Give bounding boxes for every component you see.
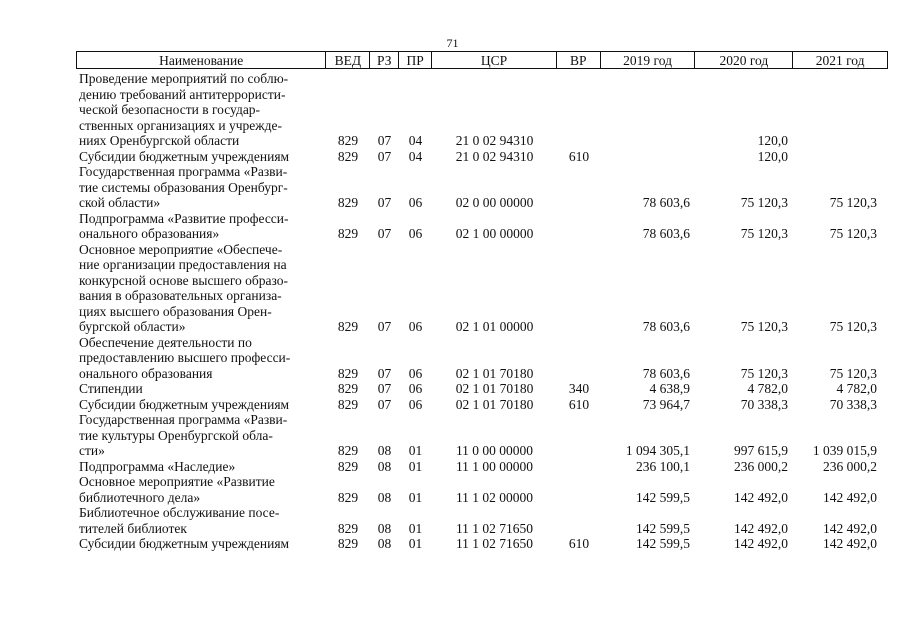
row-pr: 04 xyxy=(408,133,423,148)
row-value-2019: 78 603,6 xyxy=(642,195,690,210)
row-csr: 21 0 02 94310 xyxy=(455,148,534,164)
row-ved: 829 xyxy=(337,365,359,381)
row-value-2021: 236 000,2 xyxy=(823,458,877,474)
row-name-line: Субсидии бюджетным учреждениям xyxy=(79,396,290,412)
header-csr: ЦСР xyxy=(432,52,557,68)
row-name-line: Стипендии xyxy=(79,381,143,396)
row-vr: 340 xyxy=(568,381,590,396)
row-name-line: Основное мероприятие «Развитие xyxy=(79,474,275,489)
row-name-line: ческой безопасности в государ- xyxy=(79,102,261,117)
row-value-2021: 70 338,3 xyxy=(829,396,877,412)
row-value-2020: 75 120,3 xyxy=(740,319,788,334)
row-value-2019: 78 603,6 xyxy=(642,226,690,241)
row-value-2021: 75 120,3 xyxy=(829,226,877,241)
row-value-2020: 236 000,2 xyxy=(734,458,788,474)
row-value-2019: 73 964,7 xyxy=(642,396,690,412)
row-name xyxy=(76,242,326,335)
row-name-line: Подпрограмма «Развитие професси- xyxy=(79,210,289,226)
row-csr: 11 1 02 71650 xyxy=(455,520,534,536)
row-name-line: тие системы образования Оренбург- xyxy=(79,179,288,195)
row-name-line: конкурсной основе высшего образо- xyxy=(79,272,289,288)
row-csr: 11 1 02 00000 xyxy=(455,489,534,505)
row-vr: 610 xyxy=(568,148,590,164)
table-body xyxy=(76,71,888,552)
row-name xyxy=(76,474,326,505)
row-name xyxy=(76,536,326,552)
row-pr: 01 xyxy=(408,520,423,536)
row-value-2020: 120,0 xyxy=(757,133,788,148)
row-value-2019: 1 094 305,1 xyxy=(625,443,690,458)
row-name-line: Подпрограмма «Наследие» xyxy=(79,458,236,474)
row-name-line: предоставлению высшего професси- xyxy=(79,350,291,365)
row-value-2021: 142 492,0 xyxy=(823,536,877,551)
row-value-2021: 142 492,0 xyxy=(823,520,877,536)
row-value-2019: 142 599,5 xyxy=(636,489,690,505)
table-row xyxy=(76,164,888,211)
table-row xyxy=(76,397,888,413)
row-value-2020: 70 338,3 xyxy=(740,396,788,412)
table-row xyxy=(76,412,888,459)
row-value-2020: 4 782,0 xyxy=(747,381,788,396)
row-csr: 21 0 02 94310 xyxy=(455,133,534,148)
row-rz: 07 xyxy=(377,195,392,210)
row-pr: 04 xyxy=(408,148,423,164)
row-value-2020: 142 492,0 xyxy=(734,536,788,551)
row-value-2020: 120,0 xyxy=(757,148,788,164)
row-pr: 06 xyxy=(408,226,423,241)
row-ved: 829 xyxy=(337,319,359,334)
row-ved: 829 xyxy=(337,536,359,551)
row-name-line: дению требований антитеррористи- xyxy=(79,86,286,102)
table-row xyxy=(76,381,888,397)
row-name-line: тие культуры Оренбургской обла- xyxy=(79,427,273,443)
row-rz: 07 xyxy=(377,148,392,164)
row-rz: 07 xyxy=(377,133,392,148)
table-row xyxy=(76,71,888,149)
row-pr: 01 xyxy=(408,536,423,551)
table-row xyxy=(76,474,888,505)
header-2020: 2020 год xyxy=(695,52,793,68)
row-vr: 610 xyxy=(568,396,590,412)
row-value-2020: 142 492,0 xyxy=(734,520,788,536)
row-pr: 01 xyxy=(408,443,423,458)
row-value-2020: 75 120,3 xyxy=(740,365,788,381)
row-name xyxy=(76,71,326,149)
row-value-2020: 75 120,3 xyxy=(740,226,788,241)
row-name-line: ниях Оренбургской области xyxy=(79,133,240,148)
row-name xyxy=(76,381,326,397)
row-name-line: циях высшего образования Орен- xyxy=(79,303,272,319)
row-pr: 06 xyxy=(408,381,423,396)
row-ved: 829 xyxy=(337,520,359,536)
row-value-2020: 997 615,9 xyxy=(734,443,788,458)
row-name-line: ние организации предоставления на xyxy=(79,257,287,272)
row-name-line: ской области» xyxy=(79,195,161,210)
header-rz: РЗ xyxy=(370,52,399,68)
row-ved: 829 xyxy=(337,458,359,474)
header-2021: 2021 год xyxy=(815,53,865,68)
row-rz: 08 xyxy=(377,520,392,536)
row-pr: 01 xyxy=(408,458,423,474)
row-name-line: ственных организациях и учрежде- xyxy=(79,117,282,133)
row-value-2021: 1 039 015,9 xyxy=(812,443,877,458)
row-name-line: Субсидии бюджетным учреждениям xyxy=(79,148,290,164)
row-csr: 11 1 00 00000 xyxy=(455,458,534,474)
row-name-line: Проведение мероприятий по соблю- xyxy=(79,71,289,86)
row-name xyxy=(76,397,326,413)
header-2019: 2019 год xyxy=(601,52,696,68)
row-name xyxy=(76,211,326,242)
row-ved: 829 xyxy=(337,381,359,396)
row-name xyxy=(76,149,326,165)
row-value-2021: 75 120,3 xyxy=(829,365,877,381)
table-row xyxy=(76,505,888,536)
row-name-line: вания в образовательных организа- xyxy=(79,288,282,303)
row-name-line: тителей библиотек xyxy=(79,520,187,536)
row-csr: 02 1 01 70180 xyxy=(455,381,534,396)
row-rz: 07 xyxy=(377,319,392,334)
row-rz: 08 xyxy=(377,536,392,551)
row-value-2019: 142 599,5 xyxy=(636,536,690,551)
row-csr: 02 1 01 00000 xyxy=(455,319,534,334)
row-ved: 829 xyxy=(337,226,359,241)
row-rz: 07 xyxy=(377,226,392,241)
table-row xyxy=(76,149,888,165)
row-pr: 06 xyxy=(408,319,423,334)
row-name-line: онального образования» xyxy=(79,226,220,241)
row-value-2019: 78 603,6 xyxy=(642,319,690,334)
row-name-line: онального образования xyxy=(79,365,213,381)
row-csr: 02 0 00 00000 xyxy=(455,195,534,210)
row-value-2019: 142 599,5 xyxy=(636,520,690,536)
row-csr: 02 1 01 70180 xyxy=(455,396,534,412)
row-rz: 08 xyxy=(377,458,392,474)
row-pr: 06 xyxy=(408,195,423,210)
row-csr: 11 0 00 00000 xyxy=(455,443,534,458)
row-name xyxy=(76,164,326,211)
row-value-2019: 4 638,9 xyxy=(649,381,690,396)
row-value-2019: 236 100,1 xyxy=(636,458,690,474)
row-vr: 610 xyxy=(568,536,590,551)
table-row xyxy=(76,335,888,382)
row-csr: 02 1 00 00000 xyxy=(455,226,534,241)
row-rz: 08 xyxy=(377,443,392,458)
row-pr: 06 xyxy=(408,396,423,412)
row-pr: 01 xyxy=(408,489,423,505)
row-name-line: Основное мероприятие «Обеспече- xyxy=(79,241,283,257)
row-ved: 829 xyxy=(337,396,359,412)
row-name xyxy=(76,459,326,475)
row-value-2019: 78 603,6 xyxy=(642,365,690,381)
row-ved: 829 xyxy=(337,133,359,148)
table-row xyxy=(76,536,888,552)
header-vr: ВР xyxy=(557,52,601,68)
row-name-line: библиотечного дела» xyxy=(79,489,201,505)
row-csr: 11 1 02 71650 xyxy=(455,536,534,551)
row-name-line: бургской области» xyxy=(79,319,186,334)
row-name-line: Обеспечение деятельности по xyxy=(79,334,252,350)
row-ved: 829 xyxy=(337,148,359,164)
row-ved: 829 xyxy=(337,443,359,458)
table-header xyxy=(76,51,888,69)
page-number: 71 xyxy=(446,36,459,50)
row-value-2021: 75 120,3 xyxy=(829,195,877,210)
row-value-2021: 4 782,0 xyxy=(836,381,877,396)
row-name-line: Субсидии бюджетным учреждениям xyxy=(79,536,290,551)
row-ved: 829 xyxy=(337,489,359,505)
row-name xyxy=(76,505,326,536)
row-name xyxy=(76,412,326,459)
row-value-2020: 142 492,0 xyxy=(734,489,788,505)
row-rz: 08 xyxy=(377,489,392,505)
row-csr: 02 1 01 70180 xyxy=(455,365,534,381)
row-name-line: Государственная программа «Разви- xyxy=(79,412,288,427)
header-pr: ПР xyxy=(399,52,432,68)
table-row xyxy=(76,459,888,475)
row-rz: 07 xyxy=(377,365,392,381)
row-pr: 06 xyxy=(408,365,423,381)
row-value-2020: 75 120,3 xyxy=(740,195,788,210)
row-name xyxy=(76,335,326,382)
row-rz: 07 xyxy=(377,381,392,396)
row-name-line: Государственная программа «Разви- xyxy=(79,164,288,179)
row-name-line: Библиотечное обслуживание посе- xyxy=(79,505,280,520)
row-value-2021: 75 120,3 xyxy=(829,319,877,334)
row-value-2021: 142 492,0 xyxy=(823,489,877,505)
row-rz: 07 xyxy=(377,396,392,412)
table-row xyxy=(76,242,888,335)
row-name-line: сти» xyxy=(79,443,105,458)
table-row xyxy=(76,211,888,242)
row-ved: 829 xyxy=(337,195,359,210)
header-ved: ВЕД xyxy=(326,52,370,68)
header-name: Наименование xyxy=(77,52,326,68)
